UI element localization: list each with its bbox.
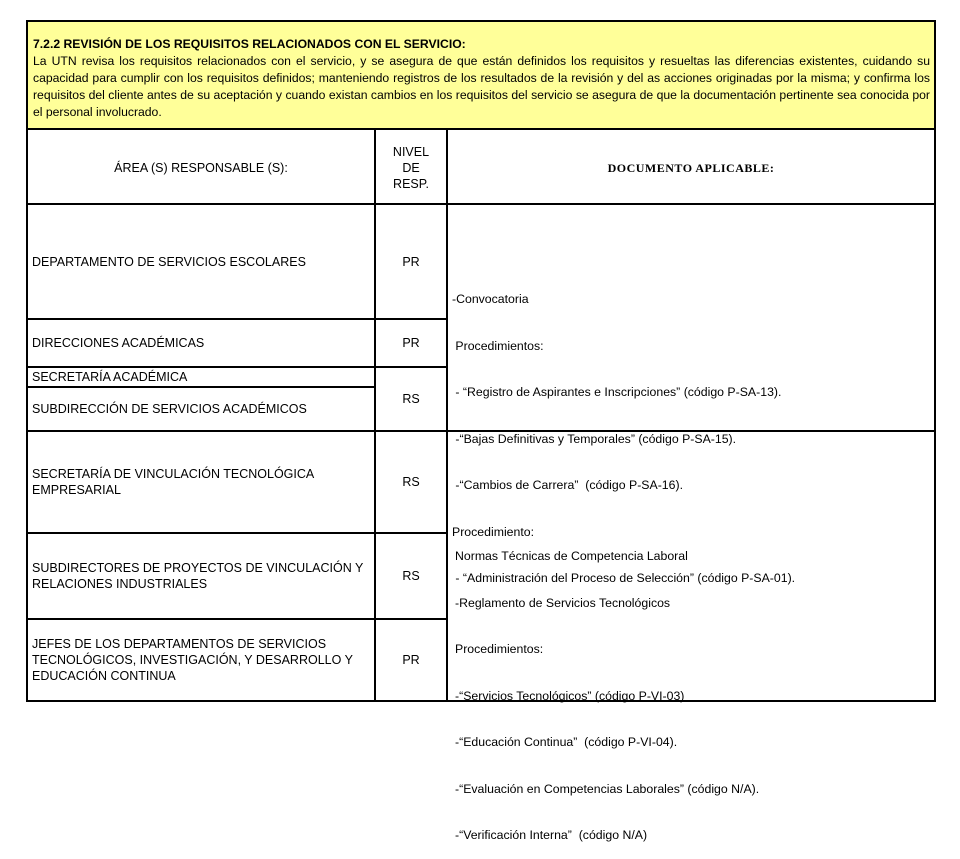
- table-row-nivel: [376, 205, 446, 318]
- nivel-value: RS: [402, 569, 420, 583]
- table-row-nivel: [376, 534, 446, 618]
- area-label: SECRETARÍA DE VINCULACIÓN TECNOLÓGICA EMPRESARIAL: [32, 467, 314, 497]
- column-header-area: [28, 132, 374, 203]
- table-row-area: [32, 620, 372, 700]
- column-header-nivel-line1: NIVEL: [392, 144, 430, 159]
- table-row-nivel: [376, 368, 446, 430]
- area-label: SUBDIRECTORES DE PROYECTOS DE VINCULACIÓN Y RELACIONES INDUSTRIALES: [32, 561, 364, 591]
- document-list-group2: [455, 518, 759, 859]
- document-line: -“Verificación Interna” (código N/A): [455, 828, 648, 842]
- document-line: - “Administración del Proceso de Selección” (código P-SA-01).: [452, 571, 796, 585]
- area-label: DEPARTAMENTO DE SERVICIOS ESCOLARES: [32, 254, 306, 269]
- document-line: -Convocatoria: [452, 292, 529, 306]
- document-line: Procedimiento:: [452, 524, 535, 539]
- table-row-area: [32, 388, 372, 430]
- table-row-area: [32, 320, 372, 366]
- column-header-nivel-line3: RESP.: [393, 176, 429, 191]
- section-title: 7.2.2 REVISIÓN DE LOS REQUISITOS RELACIONADOS CON EL SERVICIO:: [33, 37, 466, 51]
- document-line: Procedimientos:: [455, 642, 544, 656]
- nivel-value: PR: [402, 653, 420, 667]
- column-header-area-label: ÁREA (S) RESPONSABLE (S):: [114, 160, 288, 175]
- document-line: -“Cambios de Carrera” (código P-SA-16).: [452, 478, 683, 492]
- nivel-value: RS: [402, 475, 420, 489]
- area-label: SECRETARÍA ACADÉMICA: [32, 370, 188, 384]
- document-line: -“Bajas Definitivas y Temporales” (código P-SA-15).: [452, 431, 737, 446]
- document-line: -Reglamento de Servicios Tecnológicos: [455, 595, 671, 610]
- table-row-area: [32, 368, 372, 386]
- nivel-value: PR: [402, 254, 420, 269]
- document-line: -“Educación Continua” (código P-VI-04).: [455, 735, 678, 749]
- nivel-value: PR: [402, 336, 420, 350]
- document-line: Procedimientos:: [452, 338, 544, 353]
- table-row-nivel: [376, 432, 446, 532]
- column-header-documento: [448, 132, 934, 203]
- area-label: JEFES DE LOS DEPARTAMENTOS DE SERVICIOS TECNOLÓGICOS, INVESTIGACIÓN, Y DESARROLLO Y EDUCACIÓN CONTINUA: [32, 637, 353, 683]
- area-label: SUBDIRECCIÓN DE SERVICIOS ACADÉMICOS: [32, 402, 307, 416]
- table-row-area: [32, 432, 372, 532]
- col-divider-2: [446, 130, 448, 702]
- document-line: Normas Técnicas de Competencia Laboral: [455, 549, 688, 563]
- section-description: La UTN revisa los requisitos relacionados con el servicio, y se asegura de que están definidos los requisitos y resueltas las diferencias existentes, cuidando su capacidad para cumplir con los requisitos definidos; manteniendo registros de los resultados de la revisión y del as acciones originadas por la misma; y confirma los requisitos del cliente antes de su aceptación y cuando existan cambios en los requisitos del servicio se asegura de que la documentación pertinente sea conocida por el personal involucrado.: [33, 54, 930, 119]
- table-row-area: [32, 534, 372, 618]
- table-row-nivel: [376, 320, 446, 366]
- nivel-value: RS: [402, 392, 420, 406]
- table-row-area: [32, 205, 372, 318]
- table-row-nivel: [376, 620, 446, 700]
- area-label: DIRECCIONES ACADÉMICAS: [32, 336, 205, 350]
- column-header-nivel: [376, 132, 446, 203]
- document-line: - “Registro de Aspirantes e Inscripciones” (código P-SA-13).: [452, 385, 782, 399]
- column-header-documento-label: DOCUMENTO APLICABLE:: [607, 160, 775, 175]
- column-header-nivel-line2: DE: [402, 160, 420, 175]
- document-line: -“Servicios Tecnológicos” (código P-VI-03): [455, 688, 685, 703]
- document-line: -“Evaluación en Competencias Laborales” (código N/A).: [455, 781, 760, 796]
